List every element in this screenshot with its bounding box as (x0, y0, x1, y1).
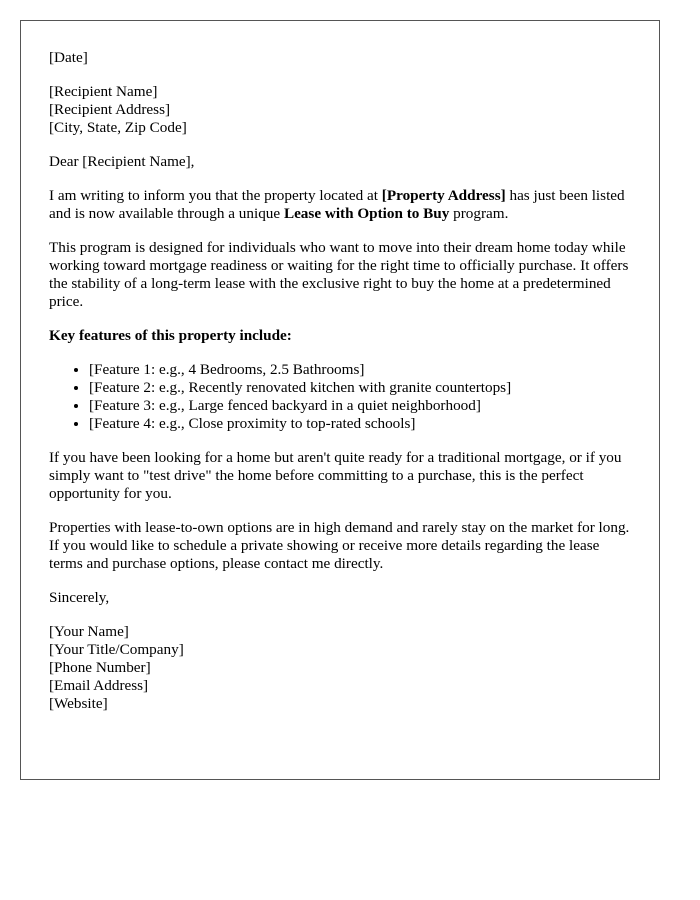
property-address: [Property Address] (381, 187, 506, 204)
signature-phone: [Phone Number] (49, 659, 151, 676)
intro-text-1: I am writing to inform you that the property located at (49, 187, 382, 204)
program-name: Lease with Option to Buy (283, 205, 450, 222)
recipient-name: [Recipient Name] (49, 83, 158, 100)
letter-date: [Date] (49, 49, 88, 66)
letter-page (20, 20, 660, 780)
feature-item: • [Feature 4: e.g., Close proximity to top-rated schools] (89, 415, 631, 433)
recipient-block (49, 83, 631, 137)
recipient-city-state-zip: [City, State, Zip Code] (49, 119, 187, 136)
recipient-address: [Recipient Address] (49, 101, 171, 118)
feature-item: • [Feature 1: e.g., 4 Bedrooms, 2.5 Bathrooms] (89, 361, 631, 379)
signature-name: [Your Name] (49, 623, 129, 640)
intro-text-3: program. (449, 205, 509, 222)
feature-item: • [Feature 3: e.g., Large fenced backyard in a quiet neighborhood] (89, 397, 631, 415)
closing: Sincerely, (49, 589, 110, 606)
signature-block (49, 623, 631, 713)
contact-paragraph: Properties with lease-to-own options are in high demand and rarely stay on the market for long. If you would like to schedule a private showing or receive more details regarding the lease terms and purchase options, please contact me directly. (49, 519, 630, 572)
intro-text-2: has just been listed and is now available through a unique (49, 187, 625, 222)
salutation: Dear [Recipient Name], (49, 153, 195, 170)
features-heading: Key features of this property include: (49, 327, 292, 344)
program-paragraph: This program is designed for individuals who want to move into their dream home today while working toward mortgage readiness or waiting for the right time to officially purchase. It offers the stability of a long-term lease with the exclusive right to buy the home at a predetermined price. (49, 239, 629, 310)
signature-title-company: [Your Title/Company] (49, 641, 184, 658)
intro-paragraph (49, 187, 631, 223)
features-list (49, 361, 631, 433)
signature-email: [Email Address] (49, 677, 149, 694)
opportunity-paragraph: If you have been looking for a home but aren't quite ready for a traditional mortgage, or if you simply want to "test drive" the home before committing to a purchase, this is the perfect opportunity for you. (49, 449, 622, 502)
signature-website: [Website] (49, 695, 108, 712)
feature-item: • [Feature 2: e.g., Recently renovated kitchen with granite countertops] (89, 379, 631, 397)
